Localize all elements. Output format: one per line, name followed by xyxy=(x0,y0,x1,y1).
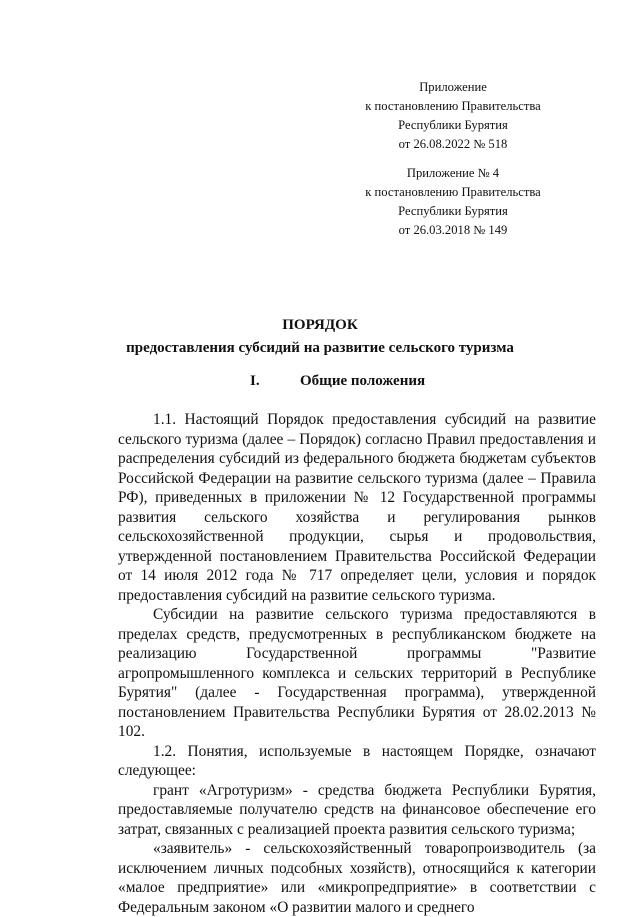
appendix-resolution-ref: к постановлению Правительства xyxy=(365,185,541,199)
paragraph: грант «Агротуризм» - средства бюджета Республики Бурятия, предоставляемые получателю средств на финансовое обеспечение его затрат, связанных с реализацией проекта развития сельского туризма; xyxy=(118,781,596,838)
appendix-region: Республики Бурятия xyxy=(398,118,508,132)
appendix-header-current xyxy=(348,78,558,154)
appendix-label: Приложение xyxy=(419,80,487,94)
section-title: Общие положения xyxy=(300,373,426,389)
document-title: ПОРЯДОК xyxy=(282,317,358,333)
document-subtitle: предоставления субсидий на развитие сельского туризма xyxy=(126,340,514,356)
paragraph: «заявитель» - сельскохозяйственный товаропроизводитель (за исключением личных подсобных хозяйств), относящийся к категории «малое предприятие» или «микропредприятие» в соответствии с Федеральным законом «О развитии малого и среднего xyxy=(118,840,596,916)
document-body xyxy=(118,410,596,917)
appendix-resolution-ref: к постановлению Правительства xyxy=(365,99,541,113)
appendix-region: Республики Бурятия xyxy=(398,204,508,218)
appendix-date-number: от 26.03.2018 № 149 xyxy=(398,223,508,237)
appendix-label: Приложение № 4 xyxy=(406,166,500,180)
paragraph: 1.1. Настоящий Порядок предоставления субсидий на развитие сельского туризма (далее – Порядок) согласно Правил предоставления и распределения субсидий из федерального бюджета бюджетам субъектов Российской Федерации на развитие сельского туризма (далее – Правила РФ), приведенных в приложении № 12 Государственной программы развития сельского хозяйства и регулирования рынков сельскохозяйственной продукции, сырья и продовольствия, утвержденной постановлением Правительства Российской Федерации от 14 июля 2012 года № 717 определяет цели, условия и порядок предоставления субсидий на развитие сельского туризма. xyxy=(118,411,596,604)
paragraph: 1.2. Понятия, используемые в настоящем Порядке, означают следующее: xyxy=(118,742,596,779)
appendix-date-number: от 26.08.2022 № 518 xyxy=(398,137,508,151)
paragraph: Субсидии на развитие сельского туризма предоставляются в пределах средств, предусмотренных в республиканском бюджете на реализацию Государственной программы "Развитие агропромышленного комплекса и сельских территорий в Республике Бурятия" (далее - Государственная программа), утвержденной постановлением Правительства Республики Бурятия от 28.02.2013 № 102. xyxy=(118,606,596,740)
appendix-header-original xyxy=(348,164,558,240)
section-number: I. xyxy=(250,373,260,389)
